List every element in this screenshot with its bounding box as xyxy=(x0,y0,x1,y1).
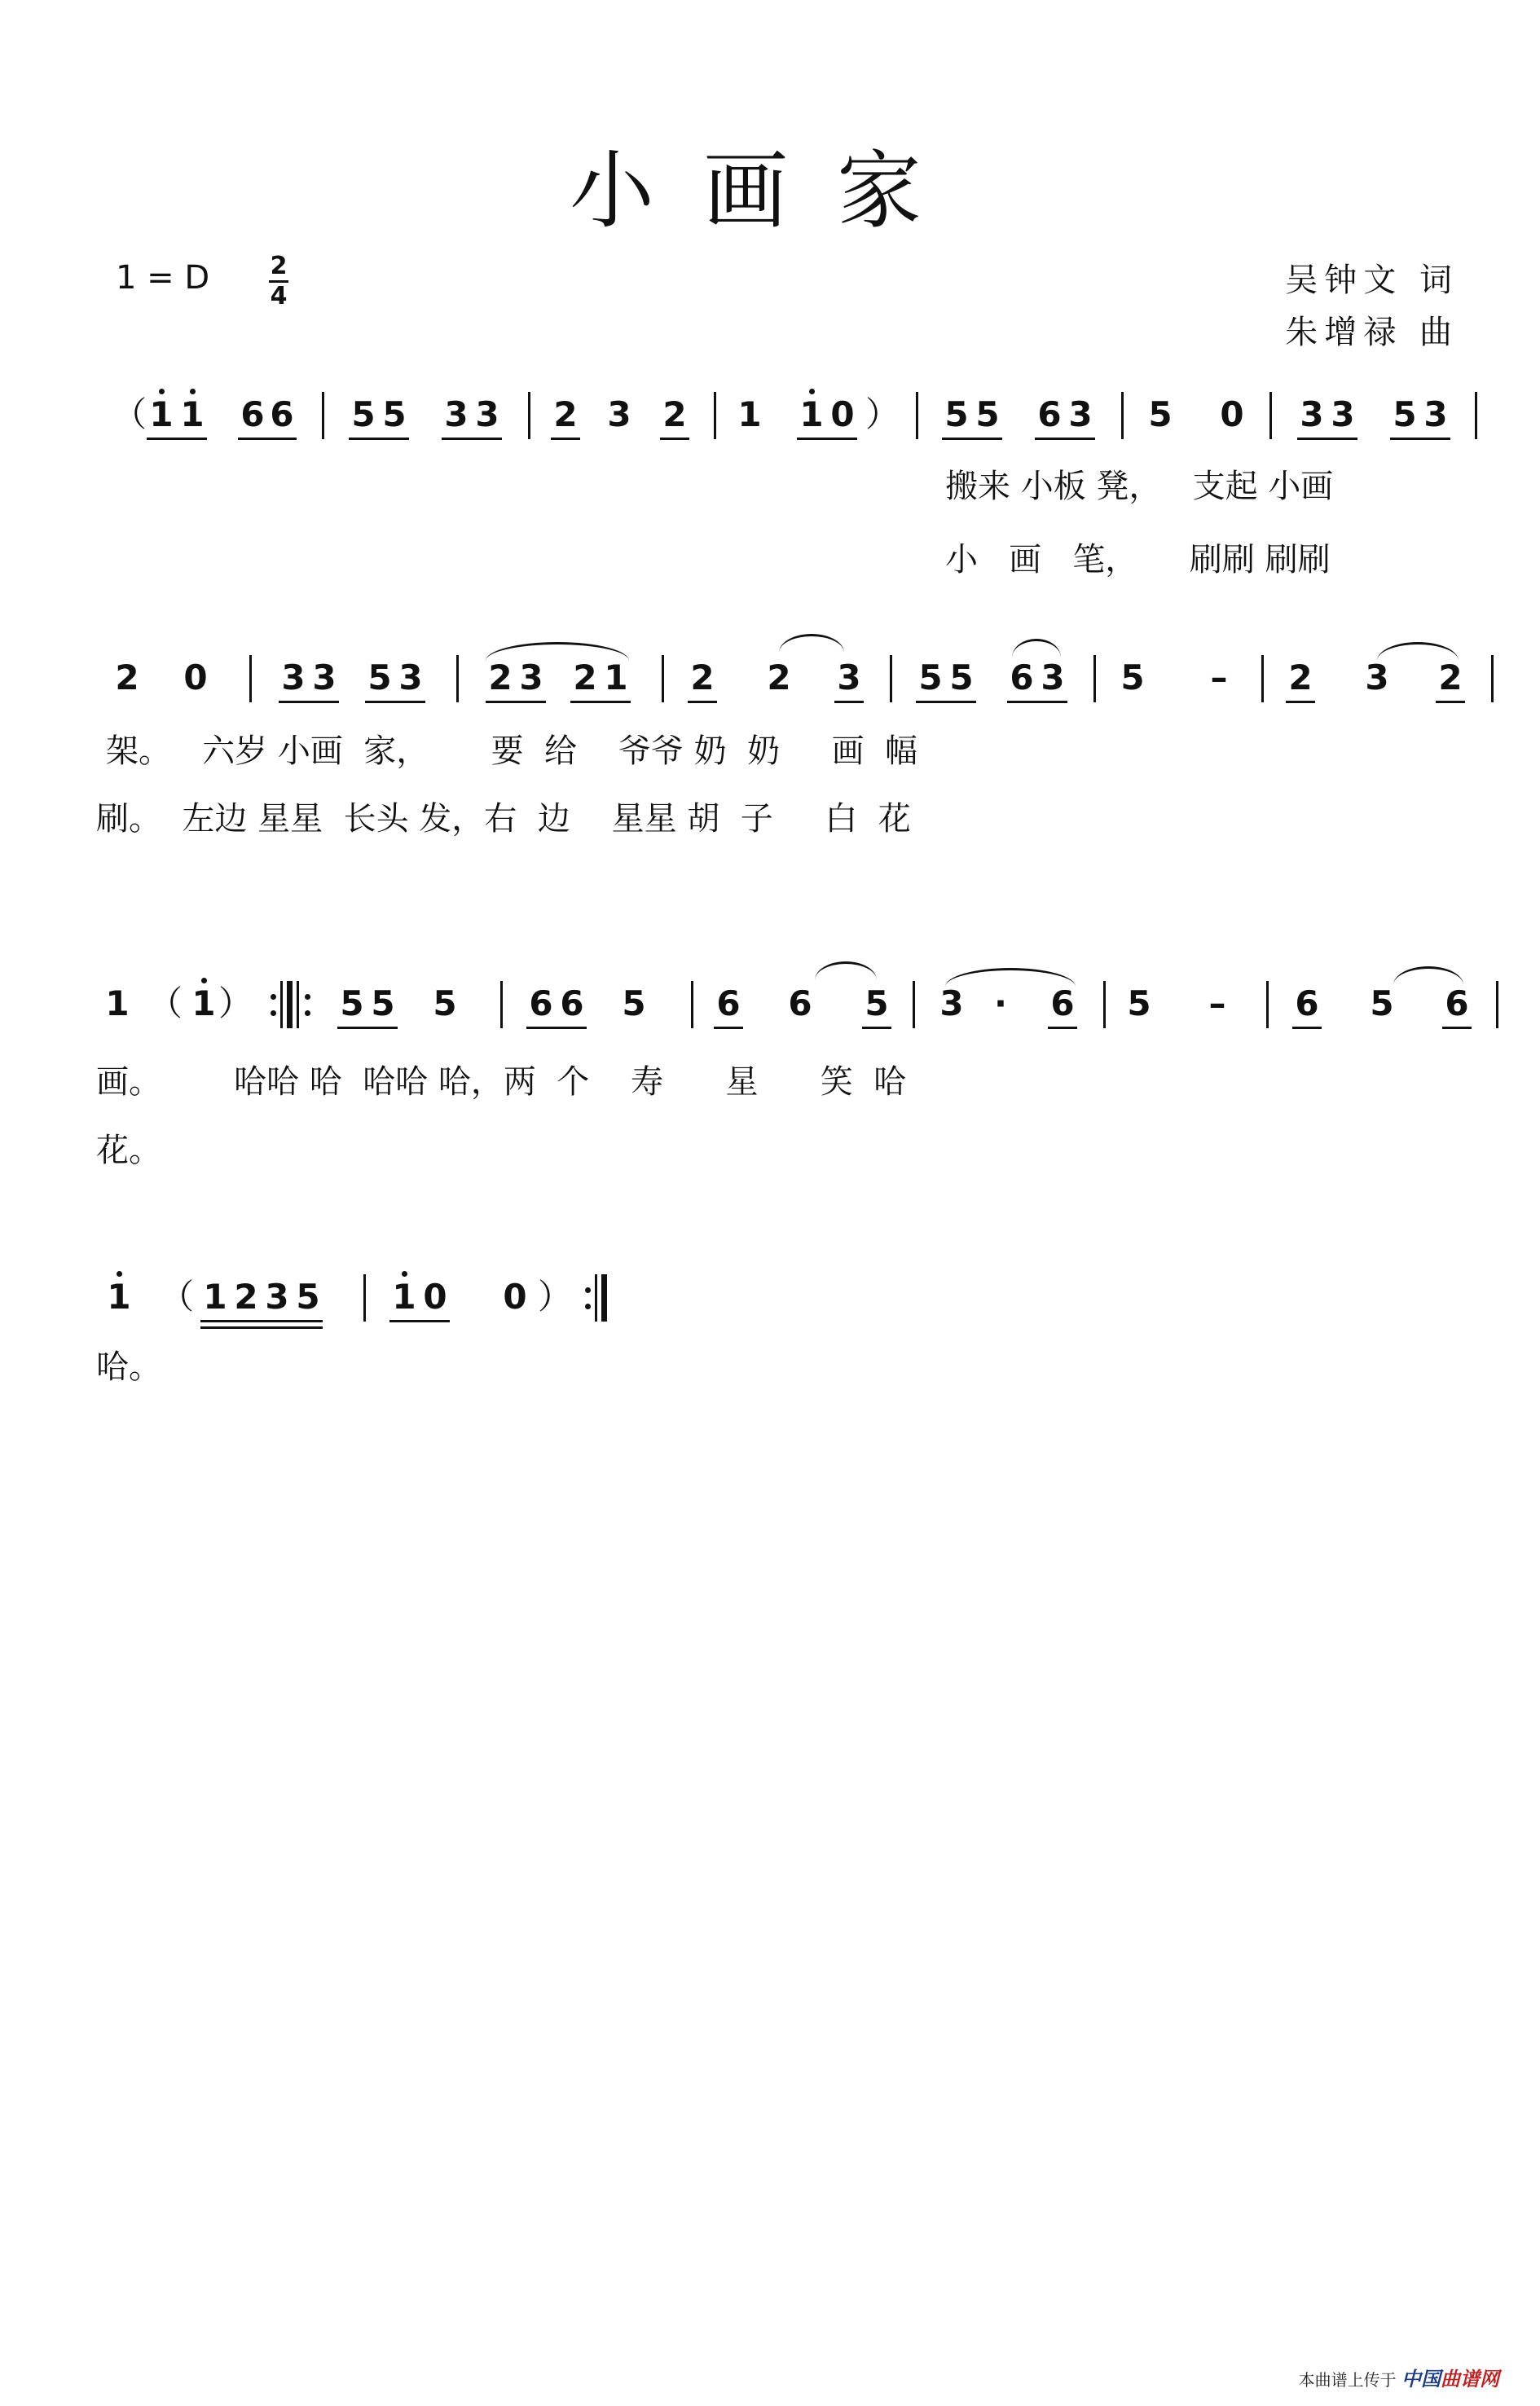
note: 6 xyxy=(529,983,553,1023)
note: 5 xyxy=(1127,983,1151,1023)
note: 1 xyxy=(799,394,824,434)
note: 0 xyxy=(503,1277,527,1317)
note: 5 xyxy=(918,658,943,697)
note: 1 xyxy=(604,658,628,697)
note: 3 xyxy=(475,394,499,434)
note: 1 xyxy=(737,394,762,434)
note: 2 xyxy=(690,658,715,697)
note: 3 xyxy=(837,658,861,697)
note: 2 xyxy=(1438,658,1463,697)
note: 1 xyxy=(107,1277,131,1317)
note: 5 xyxy=(1120,658,1145,697)
note: 3 xyxy=(1068,394,1093,434)
repeat-end-sign xyxy=(585,1274,618,1322)
note: 6 xyxy=(788,983,812,1023)
note: 3 xyxy=(519,658,543,697)
note: 3 xyxy=(1041,658,1065,697)
lyric-line-2-verse-1: 架。 六岁 小画 家， 要 给 爷爷 奶 奶 画 幅 xyxy=(106,732,918,770)
note: 1 xyxy=(180,394,205,434)
note: 0 xyxy=(830,394,855,434)
score-title: 小画家 xyxy=(569,141,970,240)
site-footer xyxy=(1299,2363,1499,2391)
note: 3 xyxy=(1365,658,1389,697)
note: 6 xyxy=(1050,983,1075,1023)
note: 5 xyxy=(367,658,392,697)
lyric-line-2-verse-2: 刷。 左边 星星 长头 发，右 边 星星 胡 子 白 花 xyxy=(96,800,911,838)
note: 0 xyxy=(1220,394,1244,434)
note: 5 xyxy=(1148,394,1173,434)
note: 2 xyxy=(1288,658,1313,697)
note: 5 xyxy=(949,658,974,697)
note: 6 xyxy=(1445,983,1469,1023)
note: 2 xyxy=(767,658,791,697)
note: 6 xyxy=(1037,394,1062,434)
lyricist-credit: 吴钟文 词 xyxy=(1285,262,1459,299)
lyric-line-3-verse-1: 画。 哈哈 哈 哈哈 哈，两 个 寿 星 笑 哈 xyxy=(96,1063,907,1101)
note: 3 xyxy=(398,658,423,697)
upload-text: 本曲谱上传于 xyxy=(1298,2370,1397,2390)
time-signature xyxy=(269,254,288,309)
note: 6 xyxy=(270,394,294,434)
note: 5 xyxy=(371,983,395,1023)
note: 5 xyxy=(1370,983,1394,1023)
note: 3 xyxy=(1300,394,1324,434)
note: 5 xyxy=(433,983,457,1023)
note: 3 xyxy=(939,983,964,1023)
note: 6 xyxy=(716,983,741,1023)
note: · xyxy=(994,983,1007,1023)
note: 3 xyxy=(265,1277,289,1317)
meter-bottom: 4 xyxy=(270,282,288,310)
note: 1 xyxy=(191,983,216,1023)
note: 2 xyxy=(115,658,139,697)
note: 5 xyxy=(622,983,646,1023)
note: 3 xyxy=(1423,394,1448,434)
note: 2 xyxy=(553,394,578,434)
note: 5 xyxy=(1393,394,1417,434)
lyric-line-1-verse-1: 搬来 小板 凳， 支起 小画 xyxy=(945,468,1334,505)
meter-top: 2 xyxy=(270,252,288,280)
lyric-line-4-verse-1: 哈。 xyxy=(96,1348,161,1386)
note: 1 xyxy=(203,1277,227,1317)
note: 5 xyxy=(975,394,1000,434)
note: 0 xyxy=(183,658,208,697)
note: 6 xyxy=(1010,658,1034,697)
lyric-line-1-verse-2: 小 画 笔， 刷刷 刷刷 xyxy=(945,541,1331,578)
note: 3 xyxy=(1331,394,1355,434)
lyric-line-3-verse-2: 花。 xyxy=(96,1132,161,1169)
note: 5 xyxy=(944,394,969,434)
note: 3 xyxy=(312,658,337,697)
note: 1 xyxy=(392,1277,416,1317)
key-signature: 1 = D xyxy=(116,259,210,297)
note: 2 xyxy=(662,394,687,434)
note: 5 xyxy=(296,1277,320,1317)
note: – xyxy=(1210,658,1228,697)
note: 3 xyxy=(444,394,469,434)
note: 1 xyxy=(149,394,174,434)
note: 3 xyxy=(607,394,631,434)
note: 2 xyxy=(488,658,513,697)
note: 3 xyxy=(281,658,306,697)
note: 5 xyxy=(865,983,889,1023)
note: 2 xyxy=(234,1277,258,1317)
site-logo[interactable]: 中国曲谱网 xyxy=(1401,2368,1499,2391)
note: 2 xyxy=(573,658,597,697)
note: 0 xyxy=(423,1277,447,1317)
note: 5 xyxy=(382,394,407,434)
repeat-sign xyxy=(271,981,319,1028)
note: 1 xyxy=(105,983,130,1023)
note: 5 xyxy=(340,983,364,1023)
note: 5 xyxy=(351,394,376,434)
note: 6 xyxy=(1295,983,1319,1023)
note: 6 xyxy=(240,394,265,434)
composer-credit: 朱增禄 曲 xyxy=(1285,314,1459,351)
note: – xyxy=(1208,983,1226,1023)
note: 6 xyxy=(560,983,584,1023)
